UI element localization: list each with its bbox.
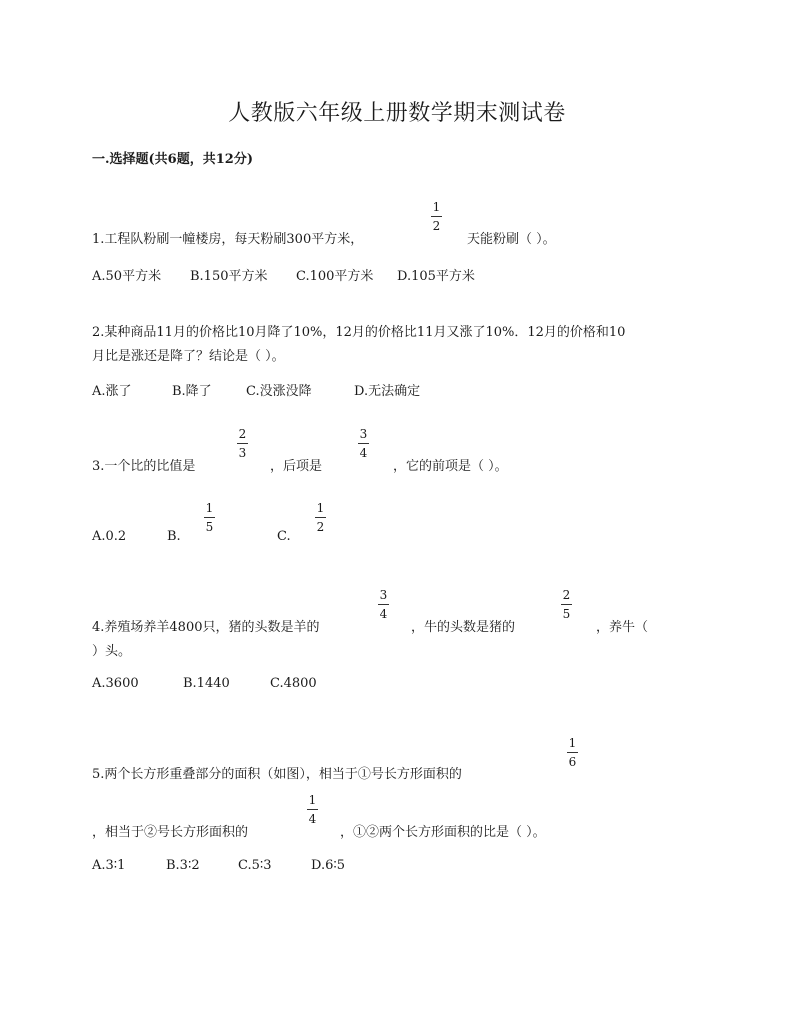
fraction-bar [204,517,215,518]
question-1-option-a: A.50平方米 [92,269,162,284]
question-4-text-b: ，牛的头数是猪的 [411,620,516,635]
question-5-text-a: 5.两个长方形重叠部分的面积（如图），相当于①号长方形面积的 [92,767,462,782]
question-2-option-a: A.涨了 [92,384,132,399]
question-5-text-b: ，相当于②号长方形面积的 [92,825,249,840]
fraction-numerator: 1 [308,793,317,807]
question-3-text-b: ，后项是 [270,459,323,474]
fraction-numerator: 1 [205,501,214,515]
fraction-denominator: 4 [379,607,388,621]
question-3-option-c: C. [277,529,291,544]
fraction-numerator: 1 [316,501,325,515]
question-5-option-b: B.3∶2 [166,858,200,873]
question-1-option-d: D.105平方米 [397,269,475,284]
question-4-option-c: C.4800 [270,676,317,691]
question-4-line-2: ）头。 [92,644,132,659]
question-5-fraction-1 [567,736,578,769]
fraction-numerator: 3 [379,588,388,602]
question-5-option-c: C.5∶3 [238,858,272,873]
question-3-option-b: B. [167,529,181,544]
fraction-bar [237,443,248,444]
question-4-text-a: 4.养殖场养羊4800只，猪的头数是羊的 [92,620,320,635]
fraction-denominator: 5 [205,520,214,534]
question-3-option-b-fraction [204,501,215,534]
page-title: 人教版六年级上册数学期末测试卷 [228,101,566,126]
fraction-bar [378,604,389,605]
question-2-option-b: B.降了 [172,384,212,399]
question-2-line-2: 月比是涨还是降了？结论是（ ）。 [92,349,285,364]
fraction-bar [358,443,369,444]
question-5-text-c: ，①②两个长方形面积的比是（ ）。 [340,825,546,840]
fraction-denominator: 4 [308,812,317,826]
fraction-numerator: 3 [359,427,368,441]
question-3-text-c: ，它的前项是（ ）。 [393,459,508,474]
question-4-text-c: ，养牛（ [596,620,649,635]
fraction-bar [561,604,572,605]
fraction-denominator: 5 [562,607,571,621]
question-3-text-a: 3.一个比的比值是 [92,459,196,474]
fraction-bar [315,517,326,518]
question-3-fraction-2 [358,427,369,460]
question-2-option-d: D.无法确定 [354,384,421,399]
question-3-option-c-fraction [315,501,326,534]
question-4-fraction-2 [561,588,572,621]
question-1-text-a: 1.工程队粉刷一幢楼房，每天粉刷300平方米， [92,232,364,247]
fraction-denominator: 3 [238,446,247,460]
fraction-denominator: 2 [432,219,441,233]
fraction-numerator: 1 [432,200,441,214]
fraction-numerator: 2 [562,588,571,602]
question-4-fraction-1 [378,588,389,621]
question-2-option-c: C.没涨没降 [246,384,312,399]
fraction-denominator: 4 [359,446,368,460]
fraction-bar [307,809,318,810]
question-1-text-b: 天能粉刷（ ）。 [467,232,556,247]
question-3-option-a: A.0.2 [92,529,127,544]
question-5-option-d: D.6∶5 [311,858,346,873]
question-4-option-a: A.3600 [92,676,139,691]
section-heading: 一.选择题(共6题，共12分) [92,152,253,167]
fraction-denominator: 2 [316,520,325,534]
question-4-option-b: B.1440 [183,676,230,691]
question-1-fraction-1 [431,200,442,233]
question-3-fraction-1 [237,427,248,460]
question-1-option-c: C.100平方米 [296,269,374,284]
fraction-numerator: 1 [568,736,577,750]
fraction-numerator: 2 [238,427,247,441]
question-5-option-a: A.3∶1 [92,858,126,873]
fraction-denominator: 6 [568,755,577,769]
question-1-option-b: B.150平方米 [190,269,268,284]
question-2-line-1: 2.某种商品11月的价格比10月降了10%，12月的价格比11月又涨了10%．12月的价格和10 [92,325,626,340]
question-5-fraction-2 [307,793,318,826]
fraction-bar [431,216,442,217]
fraction-bar [567,752,578,753]
